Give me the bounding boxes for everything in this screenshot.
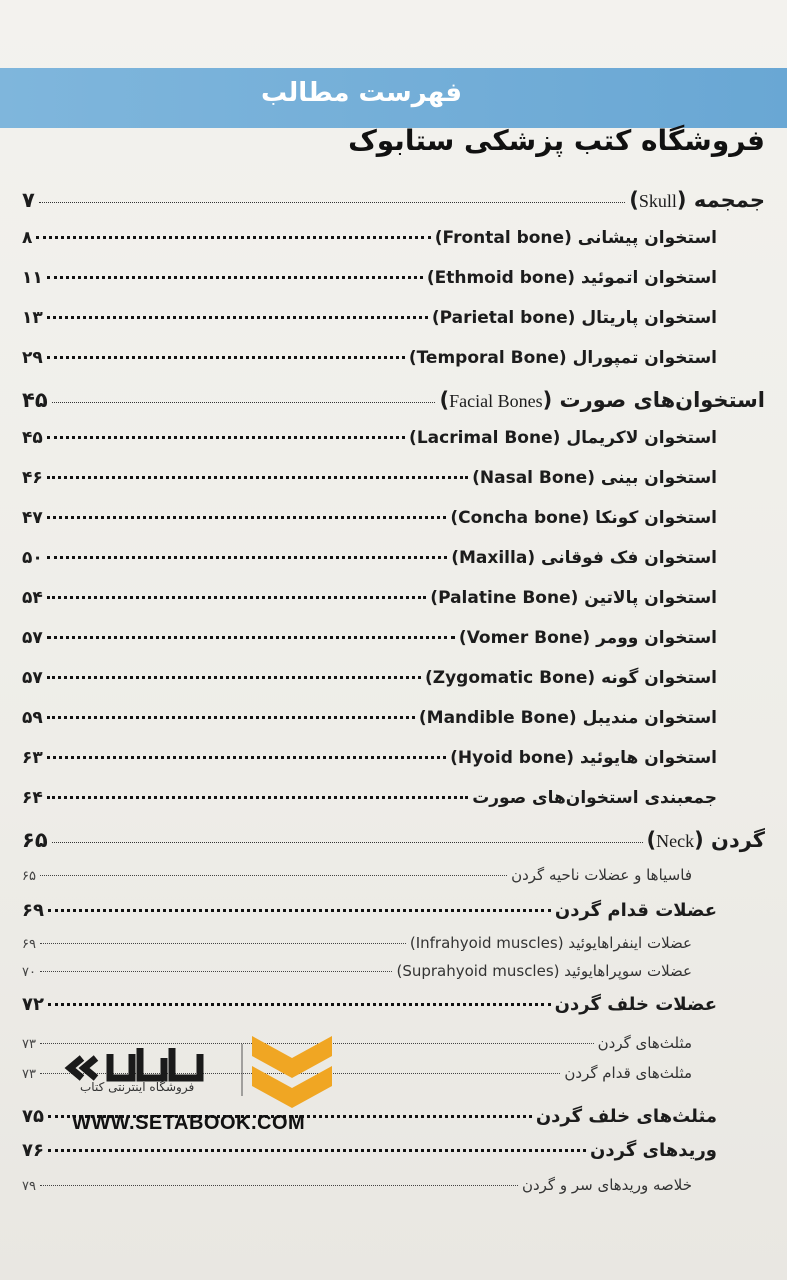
toc-row[interactable] (22, 748, 717, 768)
toc-row[interactable] (22, 508, 717, 528)
toc-leader-dots (47, 556, 447, 559)
toc-leader-dots (52, 842, 643, 843)
toc-row[interactable] (22, 308, 717, 328)
toc-row[interactable] (22, 188, 765, 212)
toc-leader-dots (48, 909, 551, 912)
toc-label: استخوان بینی (Nasal Bone) (472, 468, 717, 488)
toc-row[interactable] (22, 866, 692, 884)
toc-leader-dots (47, 436, 405, 439)
toc-paren: ) (646, 828, 657, 852)
toc-label: جمعبندی استخوان‌های صورت (472, 788, 717, 808)
toc-row[interactable] (22, 962, 692, 980)
toc-label: مثلث‌های خلف گردن (535, 1106, 717, 1127)
toc-label: وریدهای گردن (590, 1140, 717, 1161)
toc-page-number: ۶۹ (22, 937, 36, 952)
toc-label: مثلث‌های قدام گردن (564, 1064, 692, 1082)
page-title: فهرست مطالب (261, 78, 462, 108)
toc-page-number: ۷۳ (22, 1037, 36, 1052)
toc-page-number: ۱۳ (22, 308, 43, 328)
toc-row[interactable] (22, 588, 717, 608)
toc-label: استخوان فک فوقانی (Maxilla) (451, 548, 717, 568)
toc-page-number: ۵۷ (22, 628, 43, 648)
toc-leader-dots (47, 676, 421, 679)
toc-row[interactable] (22, 994, 717, 1015)
toc-leader-dots (47, 596, 427, 599)
toc-page-number: ۷۶ (22, 1140, 44, 1161)
setabook-url[interactable]: WWW.SETABOOK.COM (72, 1112, 306, 1134)
toc-section-title: جمجمه ( (676, 188, 765, 212)
toc-page-number: ۵۴ (22, 588, 43, 608)
toc-row[interactable] (22, 668, 717, 688)
toc-leader-dots (47, 516, 447, 519)
toc-page-number: ۸ (22, 228, 33, 248)
toc-leader-dots (40, 943, 406, 944)
toc-label: استخوان هایوئید (Hyoid bone) (450, 748, 717, 768)
toc-label: استخوان گونه (Zygomatic Bone) (424, 668, 717, 688)
toc-page-number: ۵۷ (22, 668, 43, 688)
toc-label (629, 188, 765, 212)
toc-leader-dots (48, 1003, 551, 1006)
toc-section-english: Neck (656, 831, 695, 851)
toc-row[interactable] (22, 348, 717, 368)
toc-page-number: ۶۳ (22, 748, 43, 768)
toc-label: استخوان اتموئید (Ethmoid bone) (426, 268, 717, 288)
toc-label (647, 828, 765, 852)
toc-leader-dots (47, 356, 405, 359)
toc-row[interactable] (22, 934, 692, 952)
toc-section-english: Facial Bones (449, 391, 543, 411)
store-title: فروشگاه کتب پزشکی ستابوک (348, 124, 765, 157)
toc-label: استخوان پاریتال (Parietal bone) (431, 308, 717, 328)
toc-section-english: Skull (638, 191, 677, 211)
toc-page-number: ۵۹ (22, 708, 43, 728)
toc-label: مثلث‌های گردن (597, 1034, 692, 1052)
toc-row[interactable] (22, 548, 717, 568)
toc-page-number: ۵۰ (22, 548, 43, 568)
toc-page-number: ۶۴ (22, 788, 43, 808)
toc-leader-dots (39, 202, 625, 203)
toc-section-title: گردن ( (694, 828, 765, 852)
logo-wordmark-icon (70, 1048, 200, 1078)
toc-page-number: ۷۳ (22, 1067, 36, 1082)
toc-row[interactable] (22, 828, 765, 852)
toc-label: عضلات قدام گردن (554, 900, 717, 921)
toc-label: استخوان کونکا (Concha bone) (450, 508, 717, 528)
toc-page-number: ۷ (22, 188, 35, 212)
toc-paren: ) (629, 188, 639, 212)
toc-page-number: ۷۵ (22, 1106, 44, 1127)
toc-label: استخوان پالاتین (Palatine Bone) (430, 588, 717, 608)
toc-page-number: ۱۱ (22, 268, 43, 288)
toc-row[interactable] (22, 708, 717, 728)
toc-row[interactable] (22, 388, 765, 412)
toc-leader-dots (47, 636, 455, 639)
toc-page-number: ۷۹ (22, 1179, 36, 1194)
toc-label: استخوان لاکریمال (Lacrimal Bone) (409, 428, 717, 448)
toc-page-number: ۷۲ (22, 994, 44, 1015)
logo-tagline: فروشگاه اینترنتی کتاب (80, 1080, 195, 1094)
toc-page-number: ۴۵ (22, 428, 43, 448)
toc-row[interactable] (22, 268, 717, 288)
toc-page-number: ۶۹ (22, 900, 44, 921)
toc-label: عضلات سوپراهایوئید (Suprahyoid muscles) (396, 962, 692, 980)
toc-leader-dots (52, 402, 436, 403)
toc-label: استخوان مندیبل (Mandible Bone) (418, 708, 717, 728)
toc-row[interactable] (22, 900, 717, 921)
toc-label: عضلات اینفراهایوئید (Infrahyoid muscles) (409, 934, 692, 952)
toc-row[interactable] (22, 428, 717, 448)
toc-page-number: ۷۰ (22, 965, 36, 980)
toc-leader-dots (47, 276, 423, 279)
toc-label: استخوان وومر (Vomer Bone) (458, 628, 717, 648)
toc-leader-dots (40, 1185, 518, 1186)
toc-row[interactable] (22, 228, 717, 248)
toc-leader-dots (47, 476, 468, 479)
toc-page-number: ۲۹ (22, 348, 43, 368)
toc-leader-dots (47, 796, 468, 799)
toc-label: عضلات خلف گردن (554, 994, 717, 1015)
toc-label (439, 388, 765, 412)
toc-label: استخوان تمپورال (Temporal Bone) (408, 348, 717, 368)
toc-label: استخوان پیشانی (Frontal bone) (434, 228, 717, 248)
toc-page-number: ۶۵ (22, 869, 36, 884)
logo-chevron-icon (252, 1036, 332, 1108)
toc-page-number: ۴۵ (22, 388, 48, 412)
toc-page-number: ۴۶ (22, 468, 43, 488)
toc-paren: ) (439, 388, 450, 412)
toc-leader-dots (40, 971, 393, 972)
toc-leader-dots (47, 756, 446, 759)
toc-row[interactable] (22, 468, 717, 488)
toc-label: خلاصه وریدهای سر و گردن (521, 1176, 692, 1194)
toc-row[interactable] (22, 788, 717, 808)
toc-row[interactable] (22, 628, 717, 648)
toc-section-title: استخوان‌های صورت ( (542, 388, 765, 412)
toc-label: فاسیاها و عضلات ناحیه گردن (511, 866, 692, 884)
toc-leader-dots (40, 875, 507, 876)
toc-row[interactable] (22, 1176, 692, 1194)
toc-leader-dots (48, 1149, 586, 1152)
toc-page-number: ۴۷ (22, 508, 43, 528)
toc-leader-dots (36, 236, 430, 239)
toc-leader-dots (47, 316, 428, 319)
toc-leader-dots (47, 716, 415, 719)
toc-page-number: ۶۵ (22, 828, 48, 852)
